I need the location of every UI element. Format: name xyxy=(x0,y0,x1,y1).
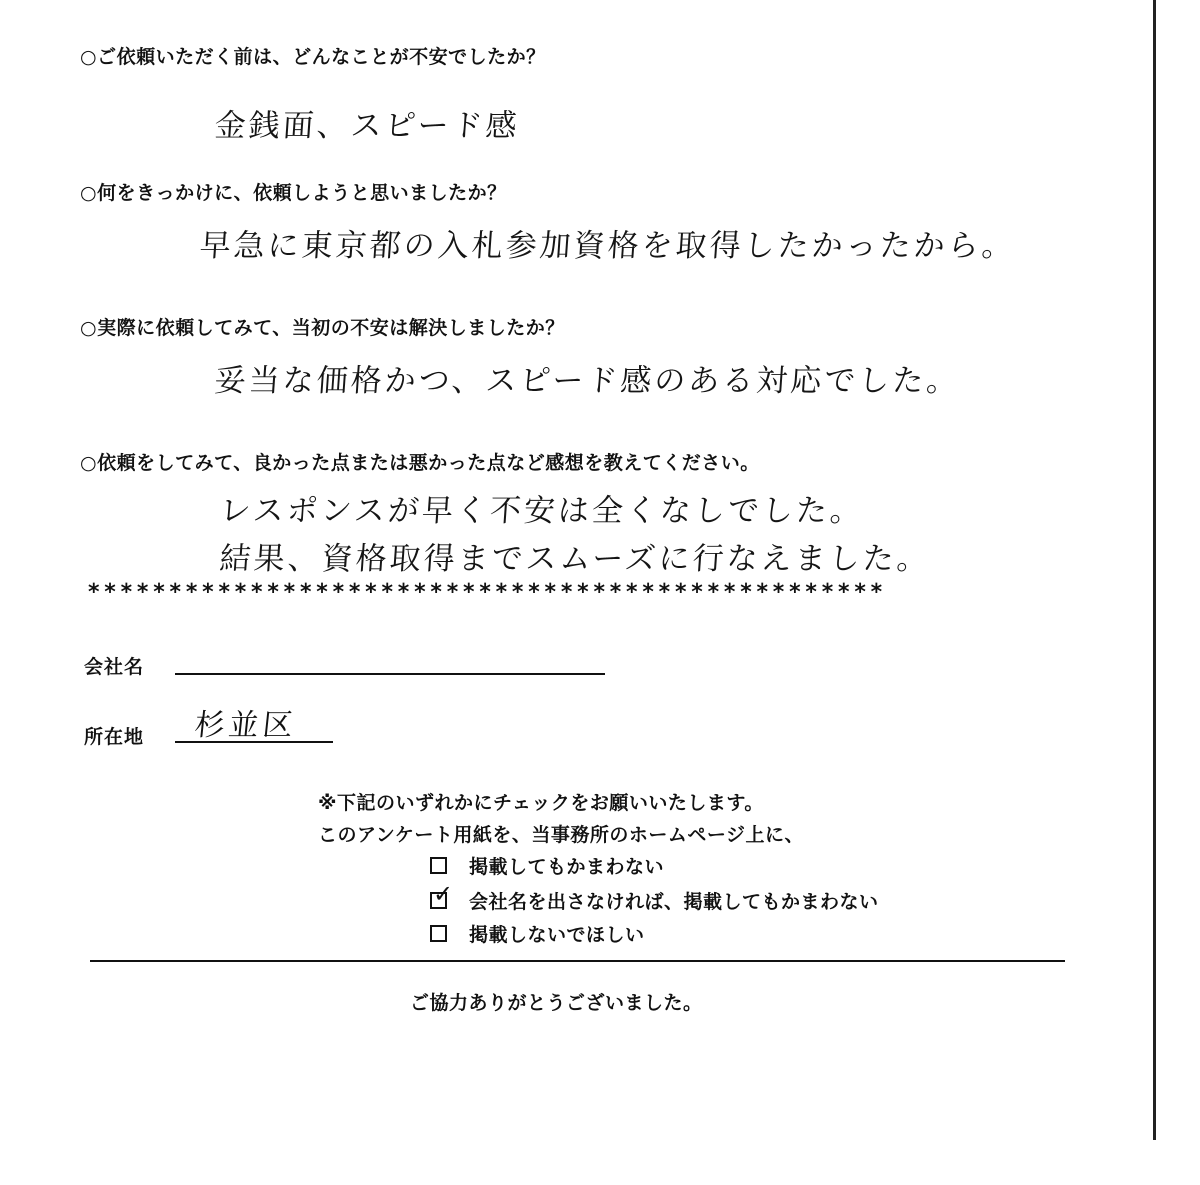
checkbox-no-publish[interactable] xyxy=(430,925,447,942)
question-2-label: ○何をきっかけに、依頼しようと思いましたか？ xyxy=(80,182,507,204)
option-no-publish-label: 掲載しないでほしい xyxy=(469,924,645,946)
question-4-label: ○依頼をしてみて、良かった点または悪かった点など感想を教えてください。 xyxy=(80,452,760,474)
question-2-answer: 早急に東京都の入札参加資格を取得したかったから。 xyxy=(198,228,1018,264)
question-3-label: ○実際に依頼してみて、当初の不安は解決しましたか？ xyxy=(80,317,565,339)
option-publish-ok[interactable] xyxy=(430,852,664,879)
company-name-label: 会社名 xyxy=(84,656,145,678)
question-1-label: ○ご依頼いただく前は、どんなことが不安でしたか？ xyxy=(80,46,546,68)
closing-message: ご協力ありがとうございました。 xyxy=(410,992,703,1014)
company-name-underline xyxy=(175,673,605,675)
checkbox-publish-ok[interactable] xyxy=(430,857,447,874)
option-publish-anonymous[interactable] xyxy=(430,880,879,914)
option-publish-anonymous-label: 会社名を出さなければ、掲載してもかまわない xyxy=(469,891,879,913)
question-3-answer: 妥当な価格かつ、スピード感のある対応でした。 xyxy=(213,363,962,399)
checkbox-publish-anonymous[interactable] xyxy=(430,880,454,909)
question-4-answer-line-1: レスポンスが早く不安は全くなしでした。 xyxy=(218,493,866,529)
option-publish-ok-label: 掲載してもかまわない xyxy=(469,856,665,878)
closing-divider xyxy=(90,960,1065,962)
page-edge-line xyxy=(1153,0,1156,1140)
publish-instruction: このアンケート用紙を、当事務所のホームページ上に、 xyxy=(318,824,804,846)
question-1-answer: 金銭面、スピード感 xyxy=(213,108,521,144)
asterisk-separator: ************************************************* xyxy=(88,580,887,605)
option-no-publish[interactable] xyxy=(430,920,645,947)
checkmark-icon: ✓ xyxy=(433,880,454,908)
location-label: 所在地 xyxy=(84,726,145,748)
check-instruction: ※下記のいずれかにチェックをお願いいたします。 xyxy=(318,792,764,814)
question-4-answer-line-2: 結果、資格取得までスムーズに行なえました。 xyxy=(218,541,932,577)
location-value[interactable]: 杉並区 xyxy=(192,708,299,743)
